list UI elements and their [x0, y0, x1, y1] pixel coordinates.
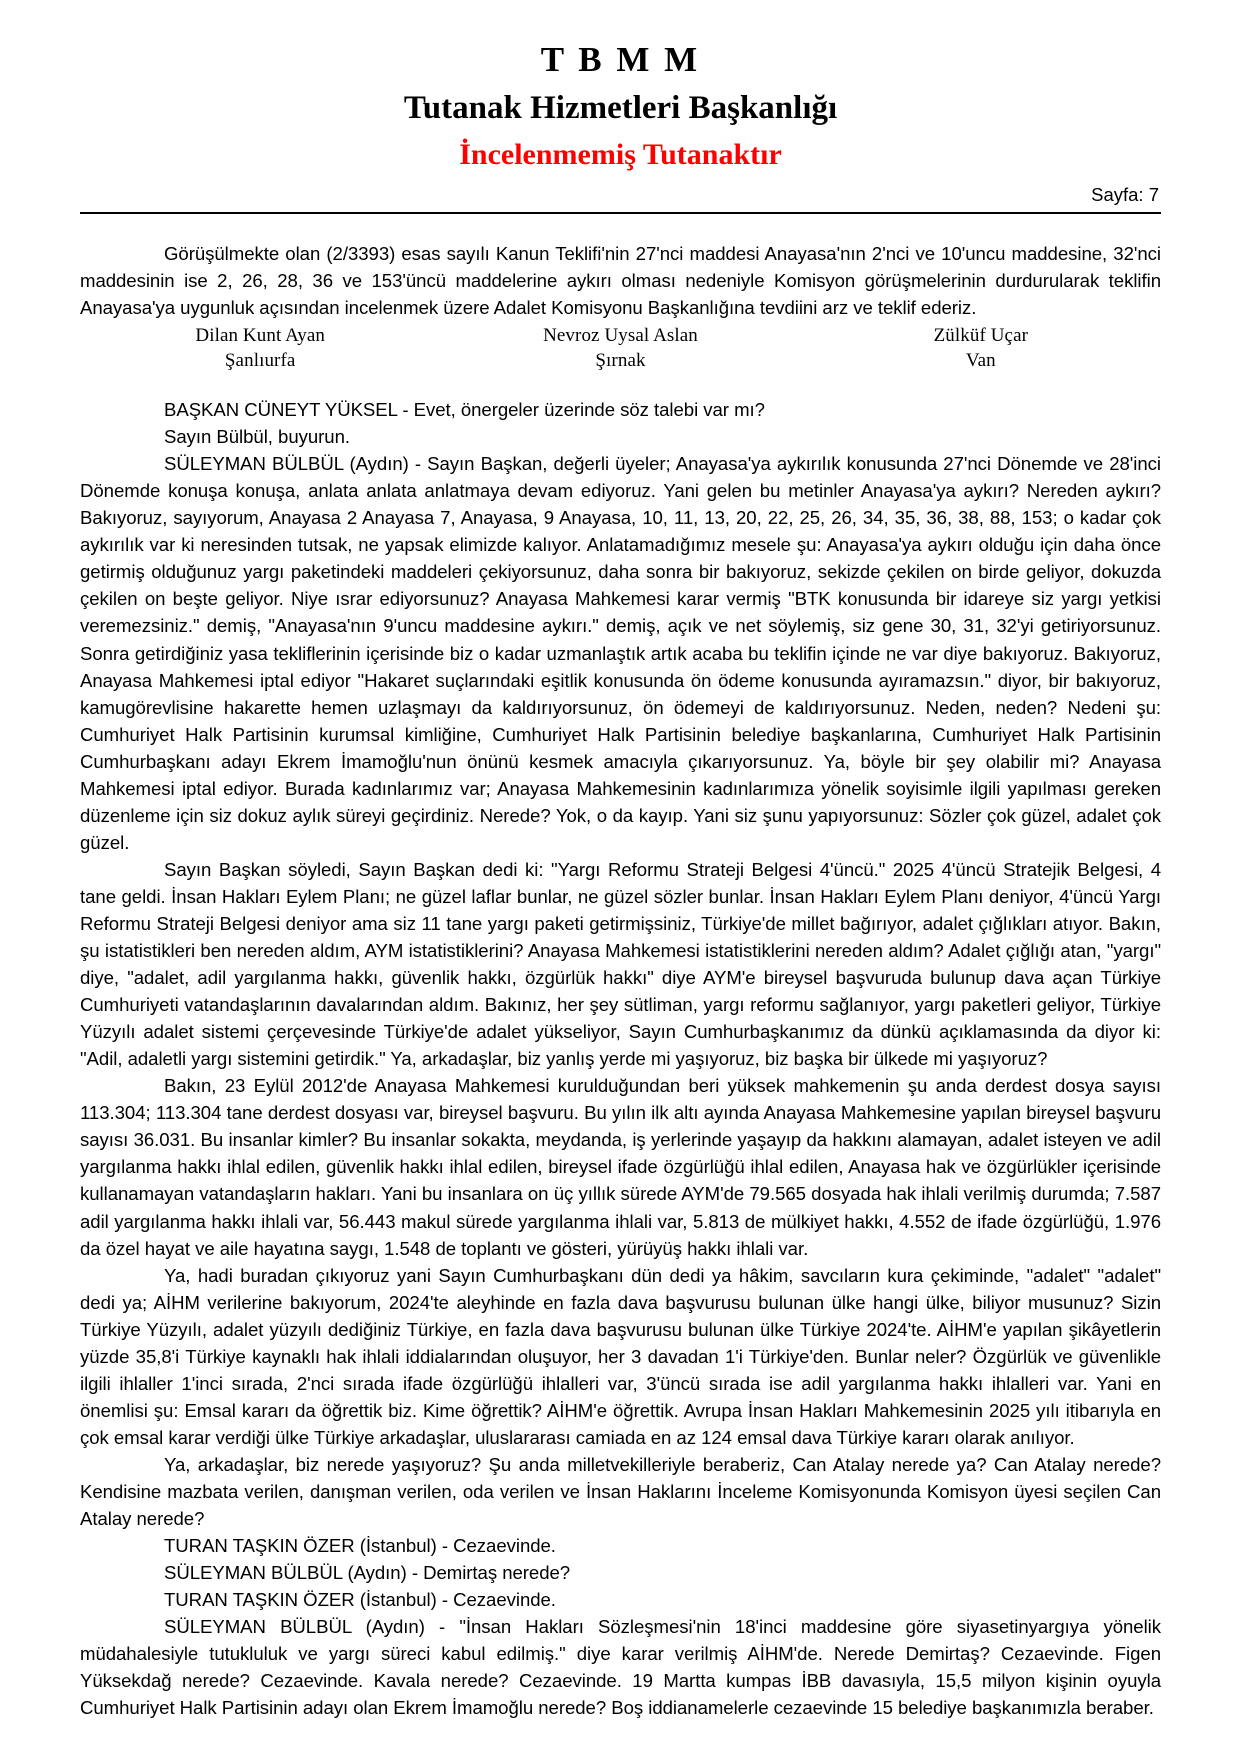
- department-title: Tutanak Hizmetleri Başkanlığı: [403, 89, 838, 126]
- motion-paragraph: Görüşülmekte olan (2/3393) esas sayılı Kanun Teklifi'nin 27'nci maddesi Anayasa'nın 2'nci ve 10'uncu maddesine, 32'nci maddesinin ise 2, 26, 28, 36 ve 153'üncü maddelerine aykırı olması nedeniyle Komisyon görüşmelerinin durdurularak teklifin Anayasa'ya uygunluk açısından incelenmek üzere Adalet Komisyonu Başkanlığına tevdiini arz ve teklif ederiz.: [80, 242, 1161, 318]
- organization-abbreviation: T B M M: [540, 40, 701, 79]
- page-number-row: [80, 184, 1161, 206]
- transcript-paragraph-bulbul-3: Bakın, 23 Eylül 2012'de Anayasa Mahkemesi kurulduğundan beri yüksek mahkemenin şu anda derdest dosya sayısı 113.304; 113.304 tane derdest dosyası var, bireysel başvuru. Bu yılın ilk altı ayında Anayasa Mahkemesine yapılan bireysel başvuru sayısı 36.031. Bu insanlar kimler? Bu insanlar sokakta, meydanda, iş yerlerinde yaşayıp da hakkını alamayan, adalet isteyen ve adil yargılanma hakkı ihlal edilen, güvenlik hakkı ihlal edilen, bireysel ifade özgürlüğü ihlal edilen, Anayasa hak ve özgürlükler içerisinde kullanamayan vatandaşların hakları. Yani bu insanlara on üç yıllık sürede AYM'de 79.565 dosyada hak ihlali verilmiş durumda; 7.587 adil yargılanma hakkı ihlali var, 56.443 makul sürede yargılanma ihlali var, 5.813 de mülkiyet hakkı, 4.552 de ifade özgürlüğü, 1.976 da özel hayat ve aile hayatına saygı, 1.548 de toplantı ve gösteri, yürüyüş hakkı ihlali var.: [80, 1075, 1161, 1259]
- signatory-3: [801, 323, 1161, 374]
- transcript-paragraph-chair-question: BAŞKAN CÜNEYT YÜKSEL - Evet, önergeler üzerinde söz talebi var mı?: [164, 399, 765, 421]
- section-spacer: [80, 374, 1161, 396]
- transcript-paragraph-bulbul-2: Sayın Başkan söyledi, Sayın Başkan dedi ki: "Yargı Reformu Strateji Belgesi 4'üncü." 2025 4'üncü Stratejik Belgesi, 4 tane geldi. İnsan Hakları Eylem Planı; ne güzel laflar bunlar, ne güzel sözler bunlar. İnsan Hakları Eylem Planı deniyor, 4'üncü Yargı Reformu Strateji Belgesi deniyor ama siz 11 tane yargı paketi getirmişsiniz, Türkiye'de millet bağırıyor, adalet çığlıkları atıyor. Bakın, şu istatistikleri ben nereden aldım, AYM istatistiklerini? Anayasa Mahkemesi istatistiklerini nereden aldım? Adalet çığlığı atan, "yargı" diye, "adalet, adil yargılanma hakkı, güvenlik hakkı, özgürlük hakkı" diye AYM'e bireysel başvuruda bulunup dava açan Türkiye Cumhuriyeti vatandaşlarının davalarından aldım. Bakınız, her şey sütliman, yargı reformu sağlanıyor, yargı paketleri geliyor, Türkiye Yüzyılı adalet sistemi çerçevesinde Türkiye'de adalet yükseliyor, Sayın Cumhurbaşkanımız da dünkü açıklamasında da diyor ki: "Adil, adaletli yargı sistemini getirdik." Ya, arkadaşlar, biz yanlış yerde mi yaşıyoruz, biz başka bir ülkede mi yaşıyoruz?: [80, 858, 1161, 1070]
- header-divider: [80, 212, 1161, 214]
- signatory-name: Zülküf Uçar: [933, 324, 1029, 346]
- transcript-paragraph-ozer-2: TURAN TAŞKIN ÖZER (İstanbul) - Cezaevinde.: [164, 1589, 556, 1611]
- transcript-paragraph-bulbul-7: SÜLEYMAN BÜLBÜL (Aydın) - "İnsan Hakları Sözleşmesi'nin 18'inci maddesine göre siyasetinyargıya yönelik müdahalesiyle tutukluluk ve yargı süreci kabul edilmiş." diye karar verilmiş AİHM'de. Nerede Demirtaş? Cezaevinde. Figen Yüksekdağ nerede? Cezaevinde. Kavala nerede? Cezaevinde. 19 Martta kumpas İBB davasıyla, 15,5 milyon kişinin oyuyla Cumhuriyet Halk Partisinin adayı olan Ekrem İmamoğlu nerede? Boş iddianamelerle cezaevinde 15 belediye başkanımızla beraber.: [80, 1616, 1161, 1719]
- status-notice: İncelenmemiş Tutanaktır: [459, 137, 782, 171]
- signatory-block: [80, 323, 1161, 374]
- signatory-city: Van: [965, 350, 996, 372]
- transcript-paragraph-bulbul-5: Ya, arkadaşlar, biz nerede yaşıyoruz? Şu anda milletvekilleriyle beraberiz, Can Atalay nerede ya? Can Atalay nerede? Kendisine mazbata verilen, danışman verilen, oda verilen ve İnsan Haklarını İnceleme Komisyonunda Komisyon üyesi seçilen Can Atalay nerede?: [80, 1453, 1161, 1530]
- signatory-name: Nevroz Uysal Aslan: [543, 324, 698, 346]
- page-number-label: Sayfa: 7: [1091, 183, 1159, 205]
- transcript-paragraph-ozer-1: TURAN TAŞKIN ÖZER (İstanbul) - Cezaevinde.: [164, 1535, 556, 1557]
- signatory-city: Şanlıurfa: [224, 350, 296, 372]
- transcript-paragraph-bulbul-4: Ya, hadi buradan çıkıyoruz yani Sayın Cumhurbaşkanı dün dedi ya hâkim, savcıların kura çekiminde, "adalet" "adalet" dedi ya; AİHM verilerine bakıyorum, 2024'te aleyhinde en fazla dava başvurusu bulunan ülke hangi ülke, biliyor musunuz? Sizin Türkiye Yüzyılı, adalet yüzyılı dediğiniz Türkiye, en fazla dava başvurusu bulunan ülke Türkiye 2024'te. AİHM'e yapılan şikâyetlerin yüzde 35,8'i Türkiye kaynaklı hak ihlali iddialarından oluşuyor, her 3 davadan 1'i Türkiye'den. Bunlar neler? Özgürlük ve güvenlikle ilgili ihlaller 1'inci sırada, 2'nci sırada ifade özgürlüğü ihlalleri var, 3'üncü sırada ise adil yargılanma hakkı ihlalleri var. Yani en önemlisi şu: Emsal kararı da öğrettik biz. Kime öğrettik? AİHM'e öğrettik. Avrupa İnsan Hakları Mahkemesinin 2025 yılı itibarıyla en çok emsal karar verdiği ülke Türkiye arkadaşlar, uluslararası camiada en az 124 emsal dava Türkiye kararı olarak anılıyor.: [80, 1264, 1161, 1448]
- transcript-paragraph-bulbul-6: SÜLEYMAN BÜLBÜL (Aydın) - Demirtaş nerede?: [164, 1562, 571, 1584]
- signatory-1: [80, 323, 440, 374]
- signatory-city: Şırnak: [595, 350, 646, 372]
- document-body: [80, 240, 1161, 1722]
- signatory-2: [440, 323, 800, 374]
- signatory-name: Dilan Kunt Ayan: [195, 324, 325, 346]
- transcript-paragraph-chair-invite: Sayın Bülbül, buyurun.: [164, 426, 350, 448]
- document-header: [80, 38, 1161, 174]
- transcript-paragraph-bulbul-1: SÜLEYMAN BÜLBÜL (Aydın) - Sayın Başkan, değerli üyeler; Anayasa'ya aykırılık konusunda 27'nci Dönemde ve 28'inci Dönemde konuşa konuşa, anlata anlata anlatmaya devam ediyoruz. Yani gelen bu metinler Anayasa'ya aykırı? Nereden aykırı? Bakıyoruz, sayıyorum, Anayasa 2 Anayasa 7, Anayasa, 9 Anayasa, 10, 11, 13, 20, 22, 25, 26, 34, 35, 36, 38, 88, 153; o kadar çok aykırılık var ki neresinden tutsak, ne yapsak elimizde kalıyor. Anlatamadığımız mesele şu: Anayasa'ya aykırı olduğu için daha önce getirmiş olduğunuz yargı paketindeki maddeleri çekiyorsunuz, daha sonra bir bakıyoruz, sekizde çekilen on birde geliyor, dokuzda çekilen on beşte geliyor. Niye ısrar ediyorsunuz? Anayasa Mahkemesi karar vermiş "BTK konusunda bir idareye siz yargı yetkisi veremezsiniz." demiş, "Anayasa'nın 9'uncu maddesine aykırı." demiş, açık ve net söylemiş, siz gene 30, 31, 32'yi getiriyorsunuz. Sonra getirdiğiniz yasa tekliflerinin içerisinde biz o kadar uzmanlaştık artık acaba bu teklifin içinde ne var diye bakıyoruz. Bakıyoruz, Anayasa Mahkemesi iptal ediyor "Hakaret suçlarındaki eşitlik konusunda ön ödeme konusunda ayıramazsın." diyor, bir bakıyoruz, kamugörevlisine hakarette hemen uzlaşmayı da kaldırıyorsunuz, ön ödemeyi de kaldırıyorsunuz. Neden, neden? Nedeni şu: Cumhuriyet Halk Partisinin kurumsal kimliğine, Cumhuriyet Halk Partisinin belediye başkanlarına, Cumhuriyet Halk Partisinin Cumhurbaşkanı adayı Ekrem İmamoğlu'nun önünü kesmek amacıyla çıkarıyorsunuz. Ya, böyle bir şey olabilir mi? Anayasa Mahkemesi iptal ediyor. Burada kadınlarımız var; Anayasa Mahkemesinin kadınlarımıza yönelik soyisimle ilgili yapılması gereken düzenleme için siz dokuz aylık süreyi geçirdiniz. Nerede? Yok, o da kayıp. Yani siz şunu yapıyorsunuz: Sözler çok güzel, adalet çok güzel.: [80, 453, 1161, 853]
